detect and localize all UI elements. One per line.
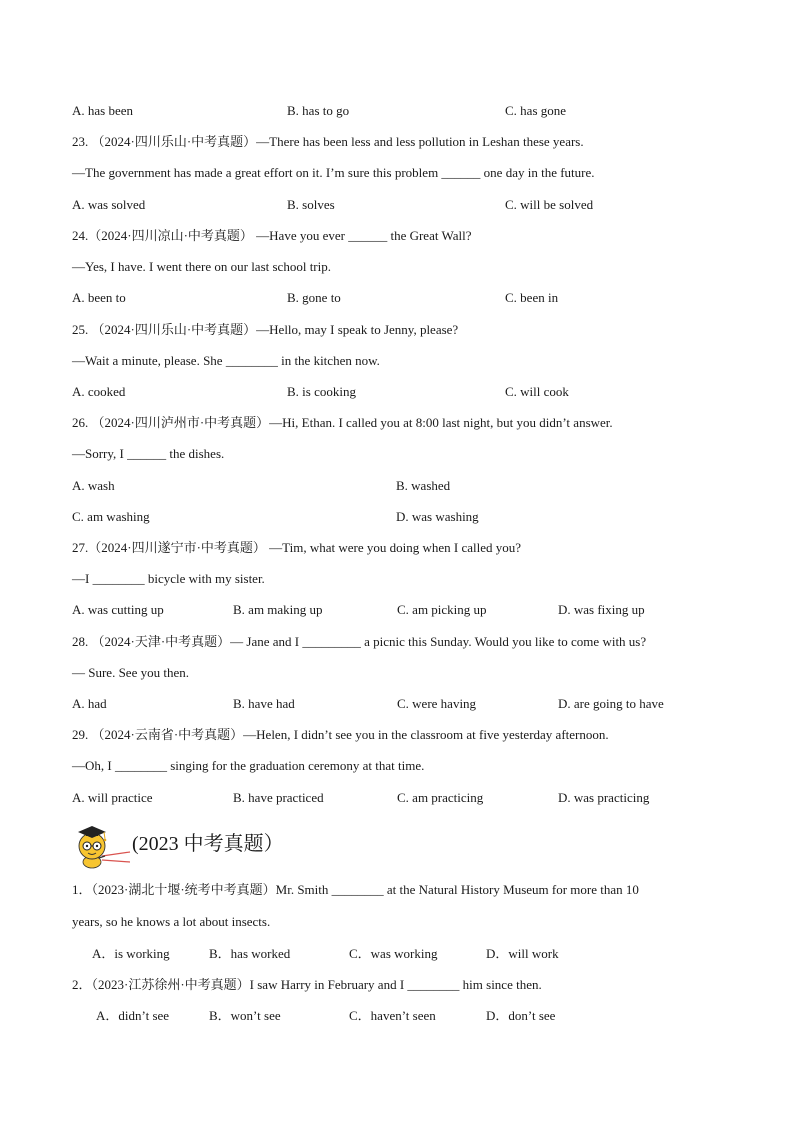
q29-option-b: B. have practiced xyxy=(233,790,324,805)
section-title: (2023 中考真题） xyxy=(132,833,284,855)
q22-option-c: C. has gone xyxy=(505,103,567,118)
q23-option-a: A. was solved xyxy=(72,197,146,212)
q28-stem: 28. （2024·天津·中考真题）— Jane and I _________ a picnic this Sunday. Would you like to come with us? xyxy=(72,634,647,649)
q27-option-b: B. am making up xyxy=(233,602,323,617)
s2-option-a: A．didn’t see xyxy=(96,1008,170,1023)
s1-stem: 1．（2023·湖北十堰·统考中考真题）Mr. Smith ________ at the Natural History Museum for more than 10 xyxy=(72,882,639,897)
s2-option-d: D．don’t see xyxy=(486,1008,556,1023)
q29-option-c: C. am practicing xyxy=(397,790,484,805)
q25-response: —Wait a minute, please. She ________ in the kitchen now. xyxy=(72,353,380,368)
q27-response: —I ________ bicycle with my sister. xyxy=(72,571,265,586)
q24-option-b: B. gone to xyxy=(287,290,341,305)
q26-option-a: A. wash xyxy=(72,478,115,493)
q26-option-c: C. am washing xyxy=(72,509,150,524)
q24-stem: 24.（2024·四川凉山·中考真题） —Have you ever ______ the Great Wall? xyxy=(72,228,472,243)
q26-stem: 26. （2024·四川泸州市·中考真题）—Hi, Ethan. I called you at 8:00 last night, but you didn’t answer. xyxy=(72,415,613,430)
q29-option-d: D. was practicing xyxy=(558,790,650,805)
q28-option-b: B. have had xyxy=(233,696,295,711)
s1-option-c: C．was working xyxy=(349,946,438,961)
q24-response: —Yes, I have. I went there on our last school trip. xyxy=(72,259,331,274)
q28-option-d: D. are going to have xyxy=(558,696,664,711)
graduate-mascot-icon xyxy=(72,818,132,870)
q25-option-b: B. is cooking xyxy=(287,384,356,399)
q25-stem: 25. （2024·四川乐山·中考真题）—Hello, may I speak to Jenny, please? xyxy=(72,322,459,337)
s1-option-d: D．will work xyxy=(486,946,559,961)
q24-option-c: C. been in xyxy=(505,290,559,305)
q23-response: —The government has made a great effort on it. I’m sure this problem ______ one day in the future. xyxy=(72,165,595,180)
q29-response: —Oh, I ________ singing for the graduation ceremony at that time. xyxy=(72,758,425,773)
q26-response: —Sorry, I ______ the dishes. xyxy=(72,446,225,461)
q27-option-a: A. was cutting up xyxy=(72,602,164,617)
q26-option-b: B. washed xyxy=(396,478,451,493)
q29-option-a: A. will practice xyxy=(72,790,153,805)
s1-option-b: B．has worked xyxy=(209,946,291,961)
q25-option-a: A. cooked xyxy=(72,384,126,399)
q24-option-a: A. been to xyxy=(72,290,126,305)
q25-option-c: C. will cook xyxy=(505,384,569,399)
s2-stem: 2．（2023·江苏徐州·中考真题）I saw Harry in February and I ________ him since then. xyxy=(72,977,542,992)
q27-stem: 27.（2024·四川遂宁市·中考真题） —Tim, what were you doing when I called you? xyxy=(72,540,522,555)
q23-option-c: C. will be solved xyxy=(505,197,594,212)
q27-option-d: D. was fixing up xyxy=(558,602,645,617)
q27-option-c: C. am picking up xyxy=(397,602,487,617)
q23-option-b: B. solves xyxy=(287,197,335,212)
q22-option-a: A. has been xyxy=(72,103,134,118)
q26-option-d: D. was washing xyxy=(396,509,479,524)
s2-option-c: C．haven’t seen xyxy=(349,1008,436,1023)
q29-stem: 29. （2024·云南省·中考真题）—Helen, I didn’t see you in the classroom at five yesterday afternoon. xyxy=(72,727,609,742)
s2-option-b: B．won’t see xyxy=(209,1008,281,1023)
q22-option-b: B. has to go xyxy=(287,103,350,118)
s1-continuation: years, so he knows a lot about insects. xyxy=(72,914,271,929)
q28-option-a: A. had xyxy=(72,696,107,711)
q28-option-c: C. were having xyxy=(397,696,477,711)
s1-option-a: A．is working xyxy=(92,946,170,961)
q28-response: — Sure. See you then. xyxy=(72,665,189,680)
q23-stem: 23. （2024·四川乐山·中考真题）—There has been less and less pollution in Leshan these years. xyxy=(72,134,584,149)
